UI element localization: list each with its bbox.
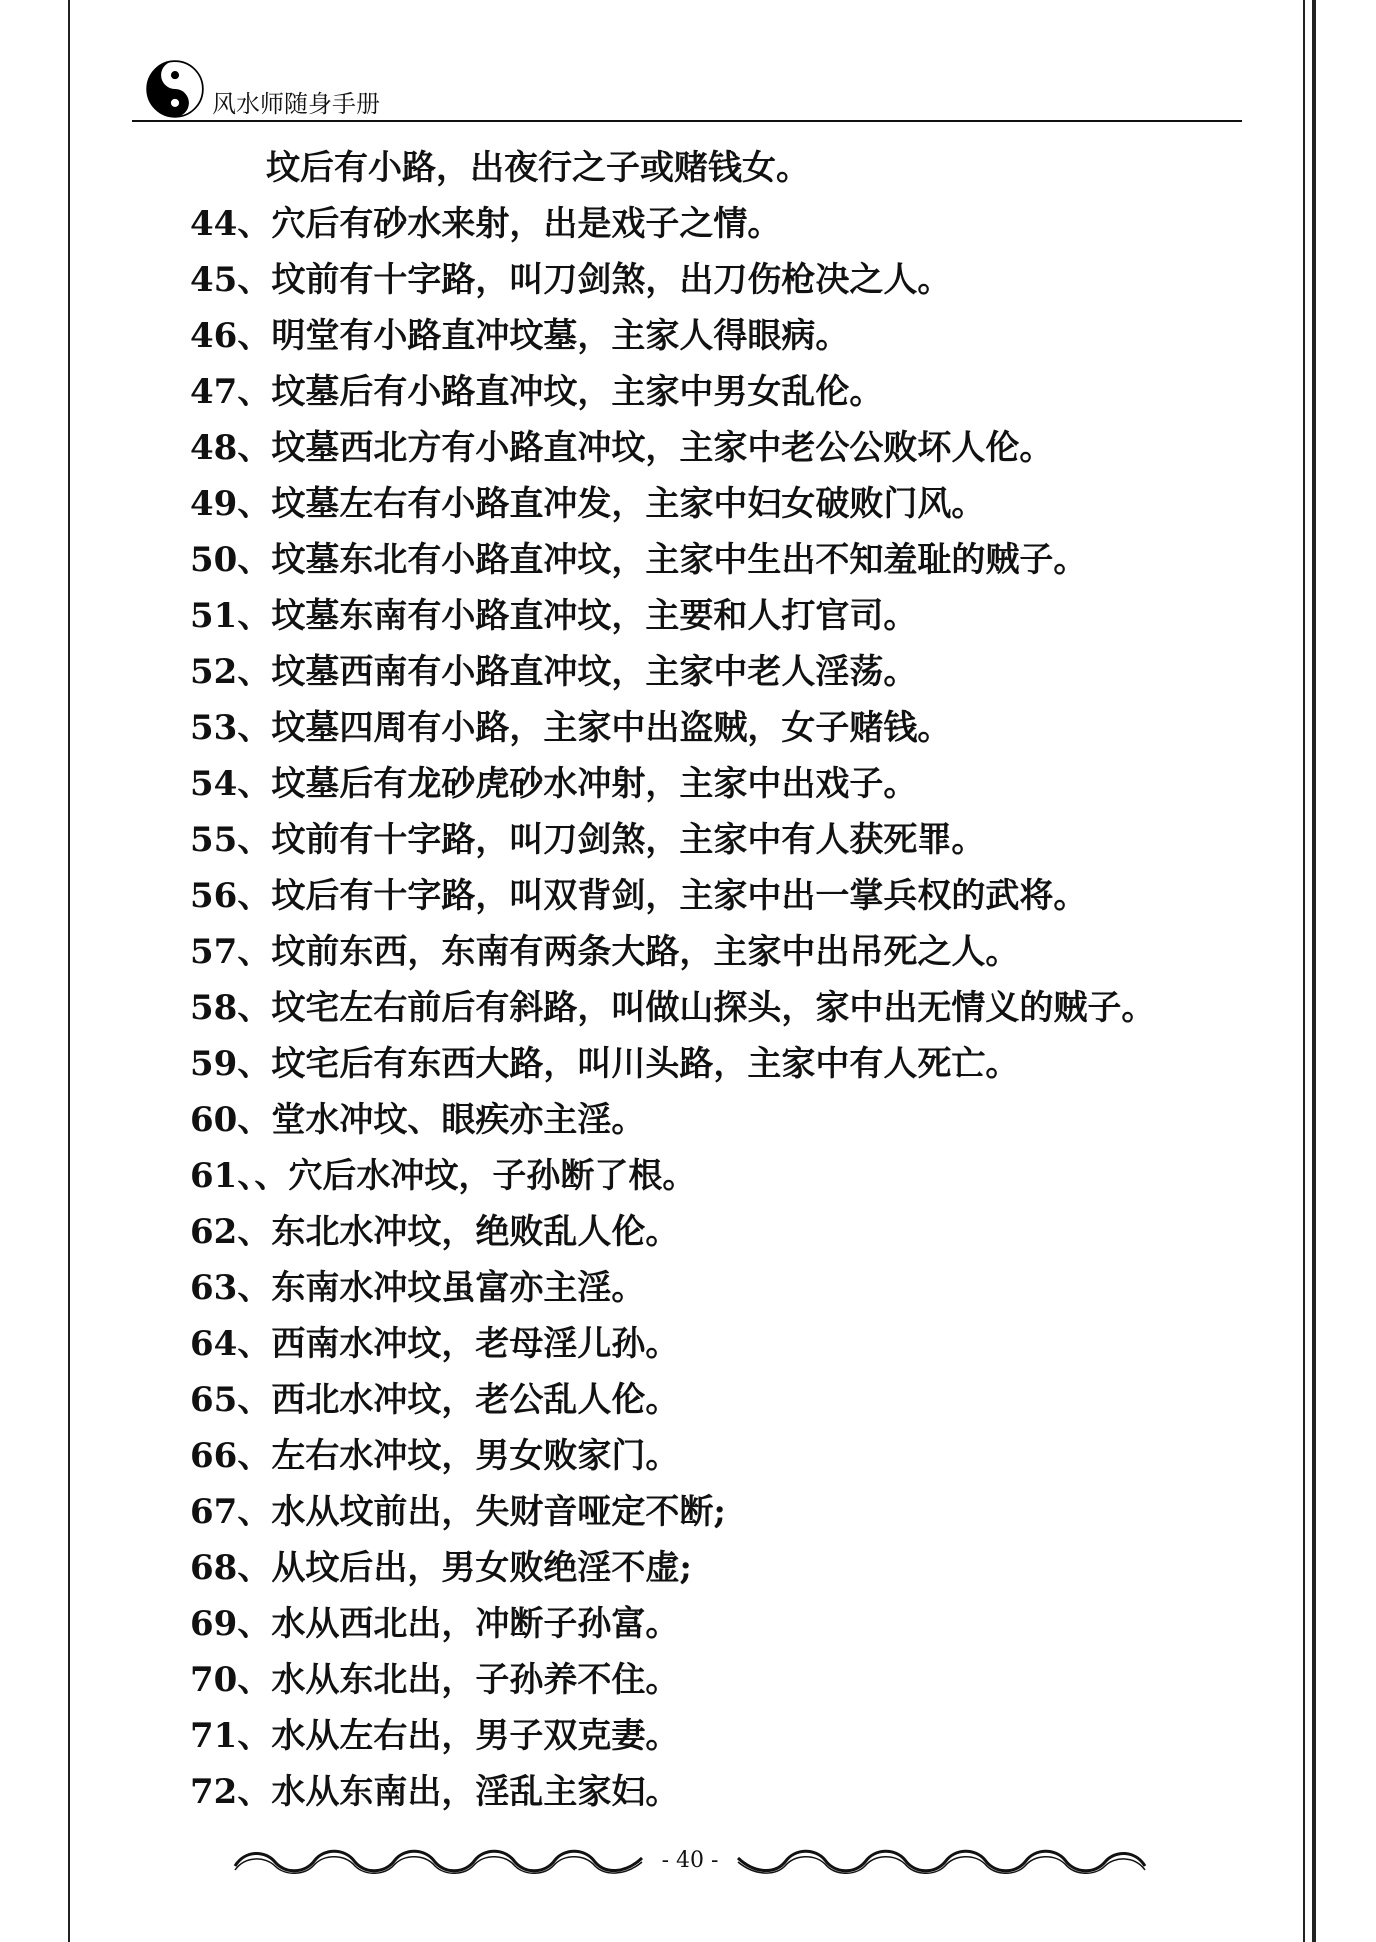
- text-line: 50、坟墓东北有小路直冲坟，主家中生出不知羞耻的贼子。: [190, 540, 1088, 580]
- text-line: 56、坟后有十字路，叫双背剑，主家中出一掌兵权的武将。: [190, 876, 1088, 916]
- text-line: 69、水从西北出，冲断子孙富。: [190, 1604, 680, 1644]
- text-line: 63、东南水冲坟虽富亦主淫。: [190, 1268, 646, 1308]
- text-body: [190, 140, 1250, 1820]
- text-line: 67、水从坟前出，失财音哑定不断;: [190, 1492, 726, 1532]
- text-line: 62、东北水冲坟，绝败乱人伦。: [190, 1212, 680, 1252]
- text-line: 70、水从东北出，子孙养不住。: [190, 1660, 680, 1700]
- text-line: 47、坟墓后有小路直冲坟，主家中男女乱伦。: [190, 372, 884, 412]
- text-line: 48、坟墓西北方有小路直冲坟，主家中老公公败坏人伦。: [190, 428, 1054, 468]
- text-line: 51、坟墓东南有小路直冲坟，主要和人打官司。: [190, 596, 918, 636]
- page-header: [132, 56, 1242, 122]
- right-border-line-inner: [1303, 0, 1305, 1942]
- text-line: 59、坟宅后有东西大路，叫川头路，主家中有人死亡。: [190, 1044, 1020, 1084]
- text-line: 54、坟墓后有龙砂虎砂水冲射，主家中出戏子。: [190, 764, 918, 804]
- text-line: 55、坟前有十字路，叫刀剑煞，主家中有人获死罪。: [190, 820, 986, 860]
- text-line: 71、水从左右出，男子双克妻。: [190, 1716, 680, 1756]
- page-number: - 40 -: [661, 1848, 719, 1873]
- header-title: 风水师随身手册: [212, 90, 380, 118]
- page-footer: [230, 1842, 1150, 1882]
- text-line: 坟后有小路，出夜行之子或赌钱女。: [266, 148, 810, 188]
- text-line: 60、堂水冲坟、眼疾亦主淫。: [190, 1100, 646, 1140]
- text-line: 65、西北水冲坟，老公乱人伦。: [190, 1380, 680, 1420]
- text-line: 53、坟墓四周有小路，主家中出盗贼，女子赌钱。: [190, 708, 952, 748]
- text-line: 64、西南水冲坟，老母淫儿孙。: [190, 1324, 680, 1364]
- text-line: 61、、穴后水冲坟，子孙断了根。: [190, 1156, 697, 1196]
- yin-yang-icon: [146, 60, 204, 118]
- text-line: 44、穴后有砂水来射，出是戏子之情。: [190, 204, 782, 244]
- text-line: 52、坟墓西南有小路直冲坟，主家中老人淫荡。: [190, 652, 918, 692]
- text-line: 58、坟宅左右前后有斜路，叫做山探头，家中出无情义的贼子。: [190, 988, 1156, 1028]
- wave-ornament-icon: [230, 1846, 650, 1876]
- text-line: 49、坟墓左右有小路直冲发，主家中妇女破败门风。: [190, 484, 986, 524]
- text-line: 66、左右水冲坟，男女败家门。: [190, 1436, 680, 1476]
- text-line: 68、从坟后出，男女败绝淫不虚;: [190, 1548, 692, 1588]
- text-line: 57、坟前东西，东南有两条大路，主家中出吊死之人。: [190, 932, 1020, 972]
- text-line: 72、水从东南出，淫乱主家妇。: [190, 1772, 680, 1812]
- header-rule: [132, 120, 1242, 122]
- right-border-line-outer: [1312, 0, 1316, 1942]
- wave-ornament-icon: [730, 1846, 1150, 1876]
- text-line: 46、明堂有小路直冲坟墓，主家人得眼病。: [190, 316, 850, 356]
- left-border-line: [68, 0, 70, 1942]
- text-line: 45、坟前有十字路，叫刀剑煞，出刀伤枪决之人。: [190, 260, 952, 300]
